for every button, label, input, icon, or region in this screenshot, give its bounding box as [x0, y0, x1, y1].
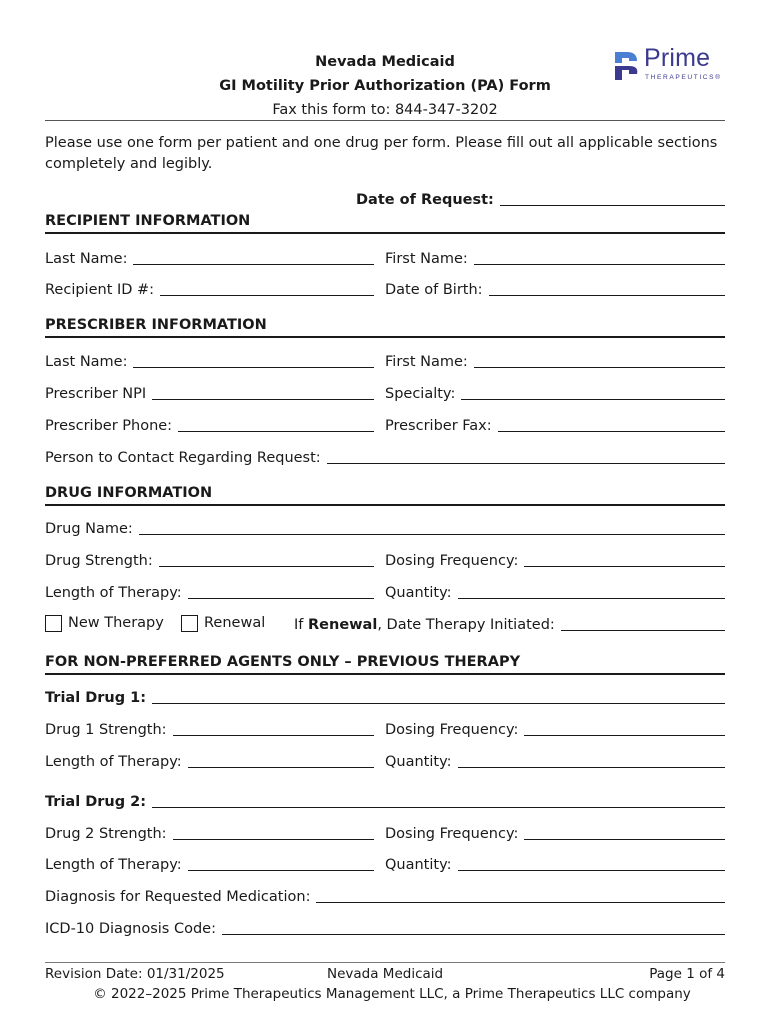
prime-therapeutics-logo [613, 44, 725, 84]
drug-name-row [45, 517, 725, 539]
trial-drug-1-input[interactable] [152, 688, 725, 704]
specialty-input[interactable] [461, 384, 725, 400]
prescriber-phone-field[interactable] [45, 414, 374, 436]
copyright-notice: © 2022–2025 Prime Therapeutics Management LLC, a Prime Therapeutics LLC company [93, 986, 691, 1002]
icd10-label: ICD-10 Diagnosis Code: [45, 921, 216, 937]
drug-strength-input[interactable] [159, 551, 374, 567]
contact-person-input[interactable] [327, 448, 725, 464]
trial-drug-1-field[interactable] [45, 686, 725, 708]
recipient-last-name-field[interactable] [45, 247, 374, 269]
pa-form-page [45, 0, 725, 1024]
initiated-text: , Date Therapy Initiated: [377, 617, 555, 633]
trial-drug-2-label: Trial Drug 2: [45, 794, 147, 810]
drug-1-length-label: Length of Therapy: [45, 754, 182, 770]
prescriber-first-name-label: First Name: [385, 354, 468, 370]
recipient-heading-text: RECIPIENT INFORMATION [45, 213, 251, 229]
quantity-label: Quantity: [385, 585, 452, 601]
drug-2-length-input[interactable] [188, 855, 374, 871]
prescriber-heading-text: PRESCRIBER INFORMATION [45, 317, 267, 333]
drug-1-quantity-label: Quantity: [385, 754, 452, 770]
prescriber-last-name-input[interactable] [133, 352, 374, 368]
date-of-birth-field[interactable] [385, 278, 725, 300]
prescriber-fax-label: Prescriber Fax: [385, 418, 492, 434]
date-of-request-input[interactable] [500, 190, 725, 206]
prescriber-fax-input[interactable] [498, 416, 725, 432]
recipient-first-name-input[interactable] [474, 249, 725, 265]
drug-2-dosing-input[interactable] [524, 824, 725, 840]
quantity-field[interactable] [385, 581, 725, 603]
drug-2-strength-label: Drug 2 Strength: [45, 826, 167, 842]
diagnosis-label: Diagnosis for Requested Medication: [45, 889, 311, 905]
prescriber-name-row [45, 350, 725, 372]
trial-drug-2-field[interactable] [45, 790, 725, 812]
drug-2-quantity-label: Quantity: [385, 857, 452, 873]
new-therapy-option[interactable] [45, 613, 175, 635]
specialty-field[interactable] [385, 382, 725, 404]
trial-drug-1-label: Trial Drug 1: [45, 690, 147, 706]
trial-drug-2-input[interactable] [152, 792, 725, 808]
recipient-first-name-label: First Name: [385, 251, 468, 267]
drug-1-dosing-field[interactable] [385, 718, 725, 740]
header-title-medicaid: Nevada Medicaid [315, 54, 455, 70]
dosing-frequency-field[interactable] [385, 549, 725, 571]
recipient-id-input[interactable] [160, 280, 374, 296]
therapy-length-field[interactable] [45, 581, 374, 603]
trial-drug-1-row [45, 686, 725, 708]
prescriber-contact-row [45, 414, 725, 436]
recipient-name-row [45, 247, 725, 269]
dosing-frequency-input[interactable] [524, 551, 725, 567]
date-of-birth-label: Date of Birth: [385, 282, 483, 298]
if-text: If [294, 617, 308, 633]
recipient-first-name-field[interactable] [385, 247, 725, 269]
recipient-id-row [45, 278, 725, 300]
icd10-row [45, 917, 725, 939]
new-therapy-checkbox[interactable] [45, 615, 62, 632]
prescriber-npi-label: Prescriber NPI [45, 386, 147, 402]
trial-drug-2-row [45, 790, 725, 812]
page-number: Page 1 of 4 [649, 966, 725, 982]
drug-2-dosing-label: Dosing Frequency: [385, 826, 519, 842]
diagnosis-field[interactable] [45, 885, 725, 907]
prescriber-fax-field[interactable] [385, 414, 725, 436]
drug-1-quantity-field[interactable] [385, 750, 725, 772]
renewal-option[interactable] [181, 613, 291, 635]
diagnosis-input[interactable] [316, 887, 725, 903]
therapy-type-row [45, 613, 725, 635]
date-therapy-initiated-field[interactable] [294, 613, 725, 635]
header-divider [45, 120, 725, 121]
date-of-birth-input[interactable] [489, 280, 725, 296]
renewal-bold-text: Renewal [308, 617, 378, 633]
recipient-id-field[interactable] [45, 278, 374, 300]
nonpreferred-section-heading [45, 651, 725, 675]
date-therapy-initiated-input[interactable] [561, 615, 725, 631]
therapy-length-label: Length of Therapy: [45, 585, 182, 601]
recipient-section-heading [45, 210, 725, 234]
prescriber-first-name-field[interactable] [385, 350, 725, 372]
drug-2-length-label: Length of Therapy: [45, 857, 182, 873]
drug-1-dosing-input[interactable] [524, 720, 725, 736]
prescriber-npi-input[interactable] [152, 384, 374, 400]
drug-1-length-input[interactable] [188, 752, 374, 768]
drug-2-quantity-input[interactable] [458, 855, 726, 871]
drug-section-heading [45, 482, 725, 506]
date-of-request-label: Date of Request: [356, 192, 494, 208]
date-of-request-row [45, 188, 725, 210]
drug-name-label: Drug Name: [45, 521, 133, 537]
drug-2-strength-input[interactable] [173, 824, 374, 840]
diagnosis-row [45, 885, 725, 907]
drug-2-length-row [45, 853, 725, 875]
date-therapy-initiated-label [294, 615, 561, 635]
drug-1-strength-label: Drug 1 Strength: [45, 722, 167, 738]
footer-agency: Nevada Medicaid [327, 966, 444, 982]
prescriber-npi-field[interactable] [45, 382, 374, 404]
drug-1-quantity-input[interactable] [458, 752, 726, 768]
new-therapy-label: New Therapy [68, 615, 164, 631]
drug-heading-text: DRUG INFORMATION [45, 485, 213, 501]
drug-1-length-row [45, 750, 725, 772]
drug-2-strength-row [45, 822, 725, 844]
contact-person-label: Person to Contact Regarding Request: [45, 450, 321, 466]
logo-subtext: THERAPEUTICS® [645, 74, 722, 81]
prescriber-npi-row [45, 382, 725, 404]
header-title-form: GI Motility Prior Authorization (PA) Form [219, 78, 551, 94]
prescriber-last-name-label: Last Name: [45, 354, 128, 370]
revision-date: Revision Date: 01/31/2025 [45, 966, 225, 982]
dosing-frequency-label: Dosing Frequency: [385, 553, 519, 569]
footer-divider [45, 962, 725, 963]
prescriber-first-name-input[interactable] [474, 352, 725, 368]
prescriber-last-name-field[interactable] [45, 350, 374, 372]
therapy-length-input[interactable] [188, 583, 374, 599]
icd10-field[interactable] [45, 917, 725, 939]
page-footer [45, 964, 725, 984]
specialty-label: Specialty: [385, 386, 456, 402]
quantity-input[interactable] [458, 583, 726, 599]
header-fax-number: Fax this form to: 844-347-3202 [272, 102, 498, 118]
nonpreferred-heading-text: FOR NON-PREFERRED AGENTS ONLY – PREVIOUS THERAPY [45, 654, 521, 670]
renewal-label: Renewal [204, 615, 266, 631]
instructions-text: Please use one form per patient and one drug per form. Please fill out all applicable sections completely and legibly. [45, 135, 718, 172]
drug-strength-field[interactable] [45, 549, 374, 571]
drug-1-dosing-label: Dosing Frequency: [385, 722, 519, 738]
logo-wordmark: Prime [644, 44, 711, 72]
drug-strength-label: Drug Strength: [45, 553, 153, 569]
drug-1-length-field[interactable] [45, 750, 374, 772]
drug-2-dosing-field[interactable] [385, 822, 725, 844]
contact-person-row [45, 446, 725, 468]
drug-1-strength-input[interactable] [173, 720, 374, 736]
drug-name-field[interactable] [45, 517, 725, 539]
therapy-length-row [45, 581, 725, 603]
recipient-last-name-label: Last Name: [45, 251, 128, 267]
drug-2-quantity-field[interactable] [385, 853, 725, 875]
contact-person-field[interactable] [45, 446, 725, 468]
drug-1-strength-row [45, 718, 725, 740]
recipient-id-label: Recipient ID #: [45, 282, 155, 298]
date-of-request-field[interactable] [356, 188, 725, 210]
drug-1-strength-field[interactable] [45, 718, 374, 740]
drug-name-input[interactable] [139, 519, 725, 535]
renewal-checkbox[interactable] [181, 615, 198, 632]
recipient-last-name-input[interactable] [133, 249, 374, 265]
prime-logo-mark-icon [613, 50, 641, 82]
icd10-input[interactable] [222, 919, 725, 935]
drug-2-length-field[interactable] [45, 853, 374, 875]
prescriber-phone-input[interactable] [178, 416, 374, 432]
drug-2-strength-field[interactable] [45, 822, 374, 844]
prescriber-section-heading [45, 314, 725, 338]
prescriber-phone-label: Prescriber Phone: [45, 418, 173, 434]
drug-strength-row [45, 549, 725, 571]
